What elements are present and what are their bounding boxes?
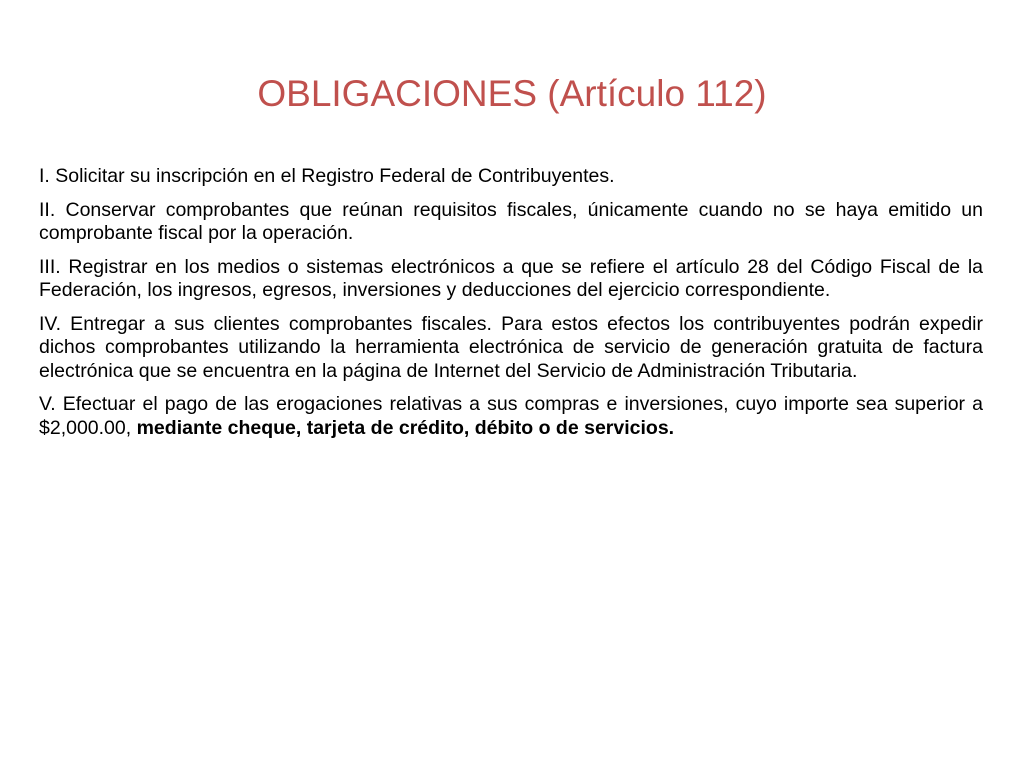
obligation-item-1: I. Solicitar su inscripción en el Registro Federal de Contribuyentes. (39, 165, 615, 187)
obligation-item-5-text: V. Efectuar el pago de las erogaciones relativas a sus compras e inversiones, cuyo importe sea superior a $2,000.00, (39, 393, 983, 439)
obligation-item-5-bold: mediante cheque, tarjeta de crédito, débito o de servicios. (136, 416, 675, 439)
obligation-item-4: IV. Entregar a sus clientes comprobantes fiscales. Para estos efectos los contribuyentes podrán expedir dichos comprobantes utilizando la herramienta electrónica de servicio de generación gratuita de factura electrónica que se encuentra en la página de Internet del Servicio de Administración Tributaria. (39, 312, 983, 382)
obligations-list (39, 165, 983, 440)
obligation-item-2: II. Conservar comprobantes que reúnan requisitos fiscales, únicamente cuando no se haya emitido un comprobante fiscal por la operación. (39, 198, 983, 244)
obligation-item-3: III. Registrar en los medios o sistemas electrónicos a que se refiere el artículo 28 del Código Fiscal de la Federación, los ingresos, egresos, inversiones y deducciones del ejercicio correspondiente. (39, 255, 983, 301)
slide-title: OBLIGACIONES (Artículo 112) (257, 73, 767, 114)
obligation-item-5 (39, 393, 983, 440)
